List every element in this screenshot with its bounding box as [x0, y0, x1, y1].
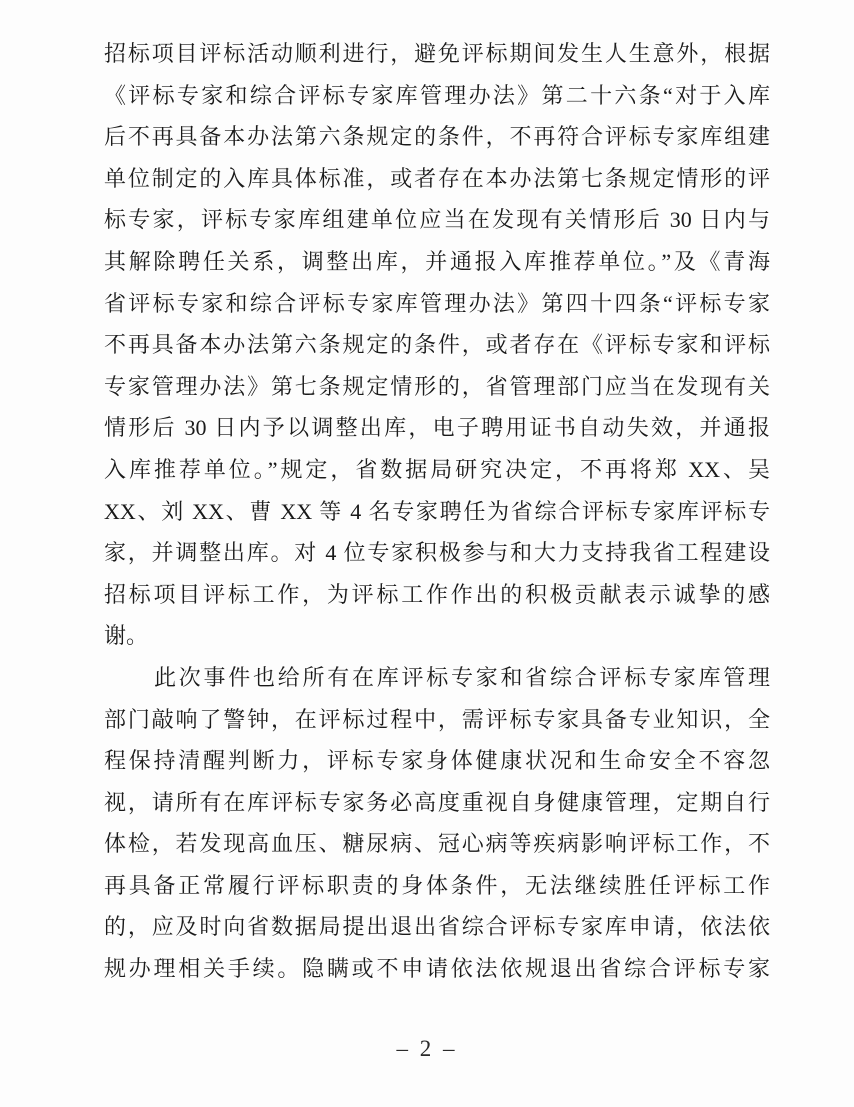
text-line: 家，并调整出库。对 4 位专家积极参与和大力支持我省工程建设 [104, 540, 770, 566]
text-line: 部门敲响了警钟，在评标过程中，需评标专家具备专业知识，全 [104, 706, 770, 732]
document-body [104, 33, 770, 990]
text-line: 《评标专家和综合评标专家库管理办法》第二十六条“对于入库 [104, 82, 770, 108]
text-line: 程保持清醒判断力，评标专家身体健康状况和生命安全不容忽 [104, 748, 770, 774]
text-line: 招标项目评标工作，为评标工作作出的积极贡献表示诚挚的感 [104, 581, 770, 607]
text-line: 其解除聘任关系，调整出库，并通报入库推荐单位。”及《青海 [104, 248, 770, 274]
page-number: – 2 – [396, 1036, 458, 1061]
text-line: 视，请所有在库评标专家务必高度重视自身健康管理，定期自行 [104, 789, 770, 815]
text-line: 后不再具备本办法第六条规定的条件，不再符合评标专家库组建 [104, 124, 770, 150]
text-line: 此次事件也给所有在库评标专家和省综合评标专家库管理 [154, 664, 770, 690]
text-line: 的，应及时向省数据局提出退出省综合评标专家库申请，依法依 [104, 914, 770, 940]
text-line: 招标项目评标活动顺利进行，避免评标期间发生人生意外，根据 [104, 41, 770, 66]
text-line: 谢。 [104, 623, 149, 649]
text-line: 专家管理办法》第七条规定情形的，省管理部门应当在发现有关 [104, 373, 770, 399]
text-line: 情形后 30 日内予以调整出库，电子聘用证书自动失效，并通报 [104, 415, 770, 441]
text-line: 不再具备本办法第六条规定的条件，或者存在《评标专家和评标 [104, 332, 770, 358]
text-line: 再具备正常履行评标职责的身体条件，无法继续胜任评标工作 [104, 872, 770, 898]
text-line: 规办理相关手续。隐瞒或不申请依法依规退出省综合评标专家 [104, 956, 770, 982]
text-line: 体检，若发现高血压、糖尿病、冠心病等疾病影响评标工作，不 [104, 831, 770, 857]
text-line: 单位制定的入库具体标准，或者存在本办法第七条规定情形的评 [104, 165, 770, 191]
text-line: XX、刘 XX、曹 XX 等 4 名专家聘任为省综合评标专家库评标专 [104, 498, 770, 524]
text-line: 省评标专家和综合评标专家库管理办法》第四十四条“评标专家 [104, 290, 770, 316]
text-line: 标专家，评标专家库组建单位应当在发现有关情形后 30 日内与 [104, 207, 770, 233]
text-line: 入库推荐单位。”规定，省数据局研究决定，不再将郑 XX、吴 [104, 456, 770, 482]
